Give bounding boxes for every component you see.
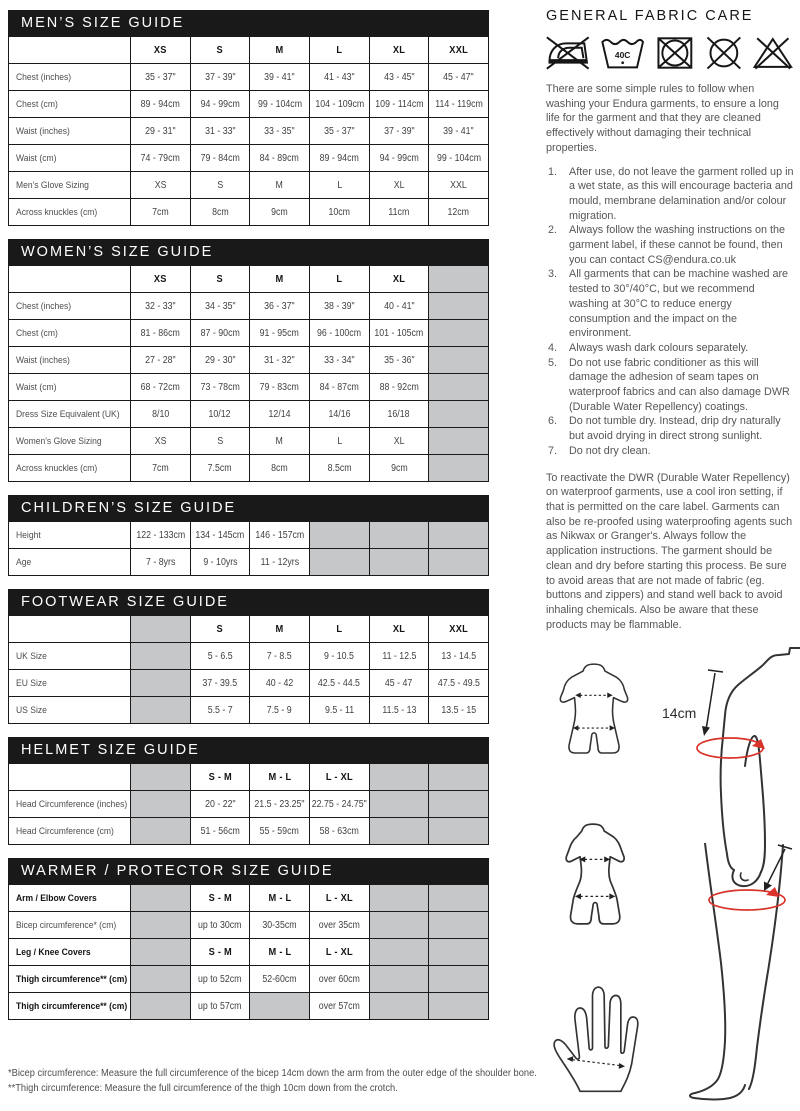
table-grid xyxy=(8,884,489,1020)
table-title-bar: WOMEN’S SIZE GUIDE xyxy=(8,239,489,265)
size-cell: 35 - 37" xyxy=(310,118,370,145)
col-header-cell: XL xyxy=(370,37,430,64)
empty-cell xyxy=(131,764,191,791)
size-cell: 11 - 12.5 xyxy=(370,643,430,670)
size-cell: 58 - 63cm xyxy=(310,818,370,845)
row-label: Arm / Elbow Covers xyxy=(9,885,131,912)
helmet-size-guide-table xyxy=(8,737,489,845)
size-cell: 21.5 - 23.25" xyxy=(250,791,310,818)
size-cell: 146 - 157cm xyxy=(250,522,310,549)
size-cell: L - XL xyxy=(310,885,370,912)
empty-cell xyxy=(131,939,191,966)
do-not-bleach-icon xyxy=(752,34,794,72)
care-instruction-item: Always follow the washing instructions on the garment label, if these cannot be found, then you can contact CS@endura.co.uk xyxy=(569,224,786,266)
row-label: Thigh circumference** (cm) xyxy=(9,993,131,1020)
womens-kit-measurement-diagram xyxy=(550,814,636,946)
size-cell: 7.5cm xyxy=(191,455,251,482)
do-not-tumble-dry-icon xyxy=(655,34,695,72)
bicep-footnote: *Bicep circumference: Measure the full circumference of the bicep 14cm down the arm from the outer edge of the shoulder bone. xyxy=(8,1068,537,1079)
size-cell: 114 - 119cm xyxy=(429,91,489,118)
childrens-size-guide-table xyxy=(8,495,489,576)
size-cell: L xyxy=(310,428,370,455)
size-cell: 134 - 145cm xyxy=(191,522,251,549)
size-cell: 16/18 xyxy=(370,401,430,428)
size-cell: 79 - 83cm xyxy=(250,374,310,401)
size-cell: 94 - 99cm xyxy=(370,145,430,172)
size-cell: 89 - 94cm xyxy=(310,145,370,172)
size-cell: 7cm xyxy=(131,199,191,226)
size-cell: 9.5 - 11 xyxy=(310,697,370,724)
size-cell: 7 - 8.5 xyxy=(250,643,310,670)
row-label: Across knuckles (cm) xyxy=(9,199,131,226)
table-grid xyxy=(8,36,489,226)
size-cell: S - M xyxy=(191,939,251,966)
size-cell: up to 57cm xyxy=(191,993,251,1020)
size-cell: 42.5 - 44.5 xyxy=(310,670,370,697)
size-cell: 13.5 - 15 xyxy=(429,697,489,724)
table-title-bar: CHILDREN’S SIZE GUIDE xyxy=(8,495,489,521)
empty-cell xyxy=(370,818,430,845)
row-label: Chest (inches) xyxy=(9,293,131,320)
size-cell: S xyxy=(191,172,251,199)
empty-cell xyxy=(370,993,430,1020)
col-header-cell: M xyxy=(250,616,310,643)
size-cell: 84 - 89cm xyxy=(250,145,310,172)
size-cell: XXL xyxy=(429,172,489,199)
size-cell: XS xyxy=(131,428,191,455)
size-cell: over 57cm xyxy=(310,993,370,1020)
size-cell: 47.5 - 49.5 xyxy=(429,670,489,697)
col-header-cell: M - L xyxy=(250,764,310,791)
empty-cell xyxy=(370,966,430,993)
warmer-protector-size-guide-table xyxy=(8,858,489,1020)
table-title-bar: MEN’S SIZE GUIDE xyxy=(8,10,489,36)
size-cell: M xyxy=(250,428,310,455)
empty-cell xyxy=(310,522,370,549)
row-label: Waist (cm) xyxy=(9,145,131,172)
corner-cell xyxy=(9,764,131,791)
footwear-size-guide-table xyxy=(8,589,489,724)
size-cell: 11.5 - 13 xyxy=(370,697,430,724)
size-cell: 51 - 56cm xyxy=(191,818,251,845)
empty-cell xyxy=(429,428,489,455)
size-cell: XL xyxy=(370,428,430,455)
row-label: Chest (cm) xyxy=(9,320,131,347)
empty-cell xyxy=(429,347,489,374)
size-cell: 84 - 87cm xyxy=(310,374,370,401)
size-cell: 101 - 105cm xyxy=(370,320,430,347)
empty-cell xyxy=(131,818,191,845)
col-header-cell: XXL xyxy=(429,37,489,64)
size-cell: 9 - 10.5 xyxy=(310,643,370,670)
col-header-cell: M xyxy=(250,266,310,293)
mens-size-guide-table xyxy=(8,10,489,226)
size-cell: L - XL xyxy=(310,939,370,966)
size-cell: 33 - 34" xyxy=(310,347,370,374)
col-header-cell: S xyxy=(191,616,251,643)
size-cell: 39 - 41" xyxy=(250,64,310,91)
size-cell: 7cm xyxy=(131,455,191,482)
empty-cell xyxy=(131,885,191,912)
size-cell: 99 - 104cm xyxy=(250,91,310,118)
empty-cell xyxy=(370,522,430,549)
row-label: EU Size xyxy=(9,670,131,697)
row-label: Waist (cm) xyxy=(9,374,131,401)
size-cell: 91 - 95cm xyxy=(250,320,310,347)
row-label: Men's Glove Sizing xyxy=(9,172,131,199)
row-label: Waist (inches) xyxy=(9,347,131,374)
empty-cell xyxy=(429,939,489,966)
care-instruction-item: After use, do not leave the garment rolled up in a wet state, as this will encourage bacteria and mould, membrane delamination and/or colour migration. xyxy=(569,165,794,222)
corner-cell xyxy=(9,37,131,64)
size-cell: 5.5 - 7 xyxy=(191,697,251,724)
size-cell: M - L xyxy=(250,939,310,966)
mens-kit-measurement-diagram xyxy=(548,650,640,778)
size-cell: 7.5 - 9 xyxy=(250,697,310,724)
empty-cell xyxy=(429,818,489,845)
empty-cell xyxy=(131,616,191,643)
size-cell: 122 - 133cm xyxy=(131,522,191,549)
table-grid xyxy=(8,265,489,482)
care-instruction-item: Do not tumble dry. Instead, drip dry naturally but avoid drying in direct strong sunlight. xyxy=(569,415,781,443)
size-cell: 9 - 10yrs xyxy=(191,549,251,576)
machine-wash-40c-icon xyxy=(599,34,646,72)
size-cell: 9cm xyxy=(370,455,430,482)
empty-cell xyxy=(131,643,191,670)
size-cell: 88 - 92cm xyxy=(370,374,430,401)
fabric-care-title: GENERAL FABRIC CARE xyxy=(546,8,754,24)
col-header-cell: XS xyxy=(131,266,191,293)
size-cell: 11cm xyxy=(370,199,430,226)
corner-cell xyxy=(9,616,131,643)
empty-cell xyxy=(131,912,191,939)
size-cell: 43 - 45" xyxy=(370,64,430,91)
size-cell: 8/10 xyxy=(131,401,191,428)
size-cell: 14/16 xyxy=(310,401,370,428)
empty-cell xyxy=(310,549,370,576)
size-cell: 7 - 8yrs xyxy=(131,549,191,576)
size-cell: 37 - 39.5 xyxy=(191,670,251,697)
size-cell: 11 - 12yrs xyxy=(250,549,310,576)
size-cell: 29 - 31" xyxy=(131,118,191,145)
size-cell: 34 - 35" xyxy=(191,293,251,320)
col-header-cell: XXL xyxy=(429,616,489,643)
size-cell: 109 - 114cm xyxy=(370,91,430,118)
empty-cell xyxy=(370,939,430,966)
size-cell: XS xyxy=(131,172,191,199)
size-cell: 37 - 39" xyxy=(370,118,430,145)
care-instruction-item: All garments that can be machine washed are tested to 30°/40°C, but we recommend washing at 30°C to reduce energy consumption and the impact on the environment. xyxy=(569,268,789,340)
row-label: Chest (cm) xyxy=(9,91,131,118)
empty-cell xyxy=(370,791,430,818)
col-header-cell: S - M xyxy=(191,764,251,791)
col-header-cell: XL xyxy=(370,616,430,643)
empty-cell xyxy=(429,912,489,939)
size-cell: 36 - 37" xyxy=(250,293,310,320)
row-label: Women's Glove Sizing xyxy=(9,428,131,455)
table-title-bar: FOOTWEAR SIZE GUIDE xyxy=(8,589,489,615)
row-label: Across knuckles (cm) xyxy=(9,455,131,482)
size-cell: 45 - 47 xyxy=(370,670,430,697)
empty-cell xyxy=(429,549,489,576)
care-instructions-list xyxy=(546,165,794,459)
size-cell: 9cm xyxy=(250,199,310,226)
empty-cell xyxy=(429,455,489,482)
care-outro-paragraph: To reactivate the DWR (Durable Water Repellency) on waterproof garments, use a cool iron setting, if that is permitted on the care label. Garments can also be re-proofed using waterproofing agents such as Nikwax or Granger's. Always follow the application instructions. The garment should be clean and dry before starting this process. Be sure to avoid areas that are not made of fabric (eg. buttons and zippers) and stand well back to avoid inhaling chemicals. Also be aware that these products may be flammable. xyxy=(546,471,793,631)
size-cell: 99 - 104cm xyxy=(429,145,489,172)
table-title-bar: WARMER / PROTECTOR SIZE GUIDE xyxy=(8,858,489,884)
size-cell: 37 - 39" xyxy=(191,64,251,91)
care-instruction-item: Always wash dark colours separately. xyxy=(569,341,749,354)
empty-cell xyxy=(429,885,489,912)
size-cell: 12/14 xyxy=(250,401,310,428)
size-cell: 38 - 39" xyxy=(310,293,370,320)
table-grid xyxy=(8,615,489,724)
empty-cell xyxy=(250,993,310,1020)
col-header-cell: L xyxy=(310,616,370,643)
size-cell: 73 - 78cm xyxy=(191,374,251,401)
size-cell: 96 - 100cm xyxy=(310,320,370,347)
size-cell: 45 - 47" xyxy=(429,64,489,91)
row-label: Chest (inches) xyxy=(9,64,131,91)
empty-cell xyxy=(131,993,191,1020)
size-cell: 41 - 43" xyxy=(310,64,370,91)
size-cell: over 60cm xyxy=(310,966,370,993)
size-cell: 35 - 37" xyxy=(131,64,191,91)
care-instruction-item: Do not use fabric conditioner as this will damage the adhesion of seam tapes on waterproof fabrics and can also damage DWR (Durable Water Repellency) coatings. xyxy=(569,356,790,413)
empty-cell xyxy=(429,374,489,401)
size-cell: 30-35cm xyxy=(250,912,310,939)
size-cell: S - M xyxy=(191,885,251,912)
size-cell: 5 - 6.5 xyxy=(191,643,251,670)
size-cell: 89 - 94cm xyxy=(131,91,191,118)
size-cell: 39 - 41" xyxy=(429,118,489,145)
do-not-iron-icon xyxy=(546,34,590,72)
svg-text:14cm: 14cm xyxy=(662,705,697,721)
size-cell: 40 - 42 xyxy=(250,670,310,697)
col-header-cell: S xyxy=(191,37,251,64)
row-label: UK Size xyxy=(9,643,131,670)
size-cell: 8cm xyxy=(250,455,310,482)
empty-cell xyxy=(131,670,191,697)
footnotes xyxy=(8,1066,537,1096)
table-grid xyxy=(8,521,489,576)
size-cell: M xyxy=(250,172,310,199)
leg-thigh-measurement-diagram xyxy=(683,843,800,1105)
row-label: Waist (inches) xyxy=(9,118,131,145)
col-header-cell: XL xyxy=(370,266,430,293)
empty-cell xyxy=(131,966,191,993)
empty-cell xyxy=(370,912,430,939)
size-cell: 33 - 35" xyxy=(250,118,310,145)
empty-cell xyxy=(370,764,430,791)
size-cell: 52-60cm xyxy=(250,966,310,993)
col-header-cell: L xyxy=(310,37,370,64)
row-label: Bicep circumference* (cm) xyxy=(9,912,131,939)
size-cell: 94 - 99cm xyxy=(191,91,251,118)
size-cell: 35 - 36" xyxy=(370,347,430,374)
corner-cell xyxy=(9,266,131,293)
svg-text:40C: 40C xyxy=(614,50,630,61)
row-label: Head Circumference (cm) xyxy=(9,818,131,845)
size-cell: 8.5cm xyxy=(310,455,370,482)
col-header-cell: S xyxy=(191,266,251,293)
empty-cell xyxy=(370,549,430,576)
size-cell: 10/12 xyxy=(191,401,251,428)
empty-cell xyxy=(429,320,489,347)
womens-size-guide-table xyxy=(8,239,489,482)
empty-cell xyxy=(429,791,489,818)
empty-cell xyxy=(131,697,191,724)
col-header-cell: L xyxy=(310,266,370,293)
do-not-dry-clean-icon xyxy=(704,34,744,72)
size-cell: 74 - 79cm xyxy=(131,145,191,172)
col-header-cell: M xyxy=(250,37,310,64)
size-cell: 40 - 41" xyxy=(370,293,430,320)
size-cell: 10cm xyxy=(310,199,370,226)
size-cell: 55 - 59cm xyxy=(250,818,310,845)
size-cell: 79 - 84cm xyxy=(191,145,251,172)
size-cell: 13 - 14.5 xyxy=(429,643,489,670)
size-cell: XL xyxy=(370,172,430,199)
row-label: Height xyxy=(9,522,131,549)
size-cell: up to 30cm xyxy=(191,912,251,939)
size-cell: 27 - 28" xyxy=(131,347,191,374)
size-cell: 87 - 90cm xyxy=(191,320,251,347)
row-label: Head Circumference (inches) xyxy=(9,791,131,818)
size-cell: 31 - 33" xyxy=(191,118,251,145)
empty-cell xyxy=(429,993,489,1020)
size-cell: 12cm xyxy=(429,199,489,226)
row-label: Leg / Knee Covers xyxy=(9,939,131,966)
size-cell: 68 - 72cm xyxy=(131,374,191,401)
size-cell: 29 - 30" xyxy=(191,347,251,374)
size-cell: M - L xyxy=(250,885,310,912)
empty-cell xyxy=(429,401,489,428)
size-cell: up to 52cm xyxy=(191,966,251,993)
thigh-footnote: **Thigh circumference: Measure the full circumference of the thigh 10cm down from the crotch. xyxy=(8,1083,398,1094)
size-cell: over 35cm xyxy=(310,912,370,939)
size-cell: 81 - 86cm xyxy=(131,320,191,347)
empty-cell xyxy=(370,885,430,912)
row-label: Age xyxy=(9,549,131,576)
size-cell: 20 - 22" xyxy=(191,791,251,818)
empty-cell xyxy=(429,764,489,791)
row-label: US Size xyxy=(9,697,131,724)
row-label: Dress Size Equivalent (UK) xyxy=(9,401,131,428)
col-header-cell: XS xyxy=(131,37,191,64)
empty-cell xyxy=(131,791,191,818)
size-cell: 31 - 32" xyxy=(250,347,310,374)
empty-cell xyxy=(429,293,489,320)
size-cell: L xyxy=(310,172,370,199)
empty-cell xyxy=(429,522,489,549)
table-title-bar: HELMET SIZE GUIDE xyxy=(8,737,489,763)
size-cell: S xyxy=(191,428,251,455)
hand-knuckle-measurement-diagram xyxy=(545,972,645,1104)
care-symbols-row xyxy=(546,33,794,73)
size-cell: 104 - 109cm xyxy=(310,91,370,118)
size-cell: 32 - 33" xyxy=(131,293,191,320)
size-cell: 22.75 - 24.75" xyxy=(310,791,370,818)
size-tables-column xyxy=(8,10,537,1096)
size-cell: 8cm xyxy=(191,199,251,226)
row-label: Thigh circumference** (cm) xyxy=(9,966,131,993)
fabric-care-column xyxy=(546,8,794,632)
empty-cell xyxy=(429,266,489,293)
empty-cell xyxy=(429,966,489,993)
table-grid xyxy=(8,763,489,845)
col-header-cell: L - XL xyxy=(310,764,370,791)
care-intro-paragraph: There are some simple rules to follow when washing your Endura garments, to ensure a long life for the garment and that they are cleaned effectively without damaging their technical properties. xyxy=(546,83,779,154)
care-instruction-item: Do not dry clean. xyxy=(569,444,651,457)
